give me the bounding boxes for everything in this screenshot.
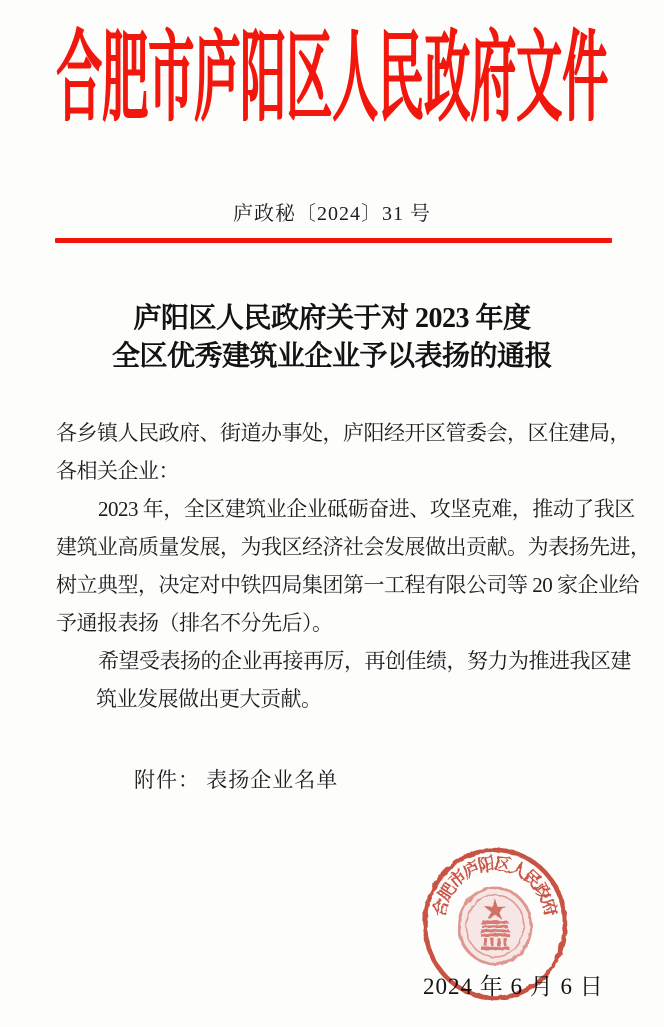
document-title-line1: 庐阳区人民政府关于对 2023 年度 [133,303,531,334]
document-body [56,414,651,718]
issue-date: 2024 年 6 月 6 日 [423,974,604,999]
body-line: 希望受表扬的企业再接再厉，再创佳绩，努力为推进我区建 [98,649,631,673]
body-line: 树立典型，决定对中铁四局集团第一工程有限公司等 20 家企业给 [56,573,639,597]
seal-text-char: 府 [538,896,561,919]
document-number: 庐政秘〔2024〕31 号 [233,203,431,225]
seal-text-char: 肥 [435,879,460,905]
seal-text-char: 政 [530,879,555,905]
seal-text-char: 区 [493,853,513,876]
body-line: 2023 年，全区建筑业企业砥砺奋进、攻坚克难，推动了我区 [98,497,635,521]
seal-text-char: 民 [519,865,545,893]
body-line: 予通报表扬（排名不分先后）。 [56,611,333,635]
document-title [0,300,664,376]
document-title-line2: 全区优秀建筑业企业予以表扬的通报 [111,341,552,372]
official-seal-graphic [419,844,571,1004]
body-line: 筑业发展做出更大贡献。 [96,687,322,711]
seal-text-char: 合 [429,896,452,919]
letterhead-banner [0,23,664,140]
seal-text-char: 庐 [460,857,483,883]
national-emblem-icon [458,887,532,965]
seal-text-char: 人 [507,857,530,883]
body-line: 各相关企业： [56,459,179,483]
attachment-note: 附件： 表扬企业名单 [134,768,339,792]
official-seal [419,844,571,1004]
red-divider-rule [55,238,612,243]
seal-text-char: 阳 [477,853,497,876]
body-line: 建筑业高质量发展，为我区经济社会发展做出贡献。为表扬先进， [56,535,651,559]
seal-text-char: 市 [445,865,471,893]
letterhead-title: 合肥市庐阳区人民政府文件 [56,23,608,134]
body-line: 各乡镇人民政府、街道办事处，庐阳经开区管委会，区住建局， [56,421,630,445]
